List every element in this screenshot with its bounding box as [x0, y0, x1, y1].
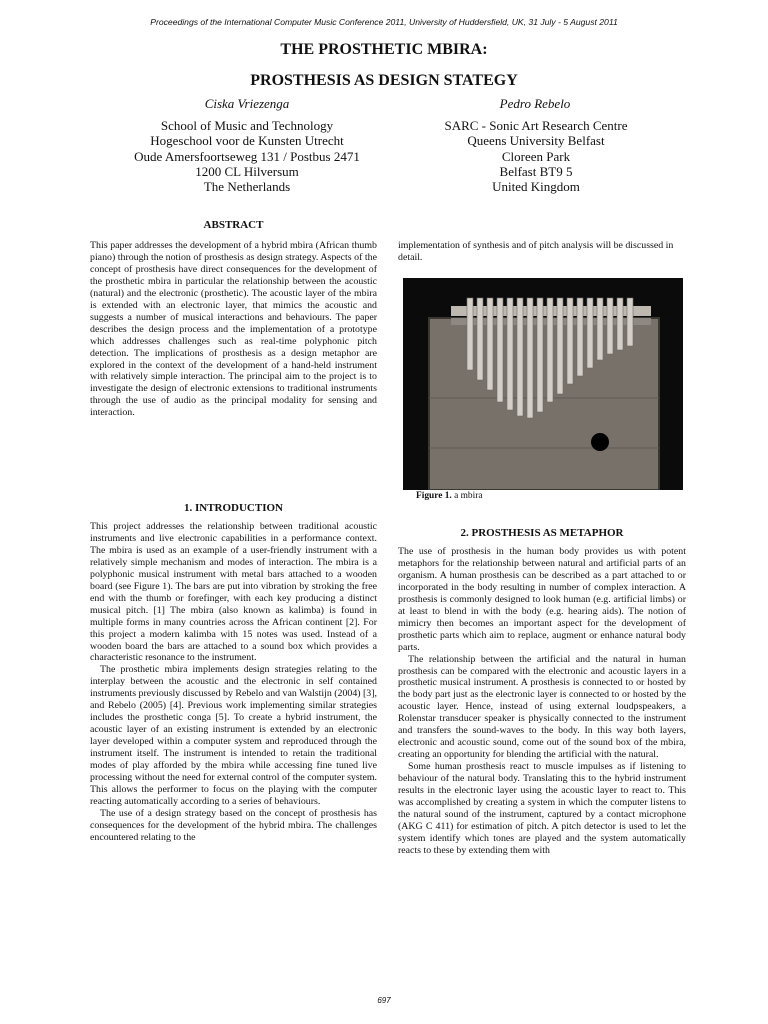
affiliation-line: 1200 CL Hilversum: [195, 163, 299, 179]
page-number: 697: [377, 996, 391, 1005]
mbira-illustration: [403, 278, 683, 490]
affiliation-line: Hogeschool voor de Kunsten Utrecht: [150, 133, 344, 149]
abstract-text: This paper addresses the development of a hybrid mbira (African thumb piano) through the notion of prosthesis as design strategy. Aspects of the concept of prosthesis have direct consequences for the development of the prosthetic mbira in particular the relationship between the acoustic (natural) and the electronic (prosthetic). The acoustic layer of the mbira is extended with an electronic layer, that mimics the acoustic and suggests a number of musical interactions and behaviours. The paper describes the design process and the implementation of a prototype which addresses challenges such as real-time polyphonic pitch detection. The implications of prosthesis as a design metaphor are explored in the context of the development of a hand-held instrument with relatively simple interaction. The principal aim to the project is to investigate the design of electronic extensions to traditional instruments through the use of audio as the principal modality for sensing and interaction.: [90, 240, 377, 419]
mbira-photo: [403, 278, 683, 490]
paragraph: Some human prosthesis react to muscle impulses as if listening to behaviour of the natural body. Translating this to the hybrid instrument results in the electronic layer using the acoustic layer to react to. This was accomplished by creating a system in which the computer listens to the natural sound of the instrument, captured by a contact microphone (AKG C 411) for estimation of pitch. A pitch detector is used to let the system identify which tones are played and the system automatically reacts to these by extending them with: [398, 761, 686, 856]
section-2-body: [398, 546, 686, 857]
figure-caption-text: a mbira: [451, 491, 483, 501]
section-2-heading: 2. PROSTHESIS AS METAPHOR: [460, 527, 624, 539]
proceedings-header: Proceedings of the International Computer Music Conference 2011, University of Huddersfield, UK, 31 July - 5 August 2011: [150, 17, 618, 27]
author-affiliation-2: [396, 118, 676, 194]
paragraph: The relationship between the artificial and the natural in human prosthesis can be compared with the electronic and acoustic layers in a prosthetic musical instrument. A prosthesis is connected to or hosted by the body part just as the electronic layer is connected to or hosted by the acoustic layer. Hence, instead of using external loudpspeakers, a Rolenstar transducer speaker is physically connected to the instrument and transfers the sound-waves to the body. In this way both layers, electronic and acoustic sound, come out of the sound box of the mbira, creating an opportunity for blending the artificial with the natural.: [398, 653, 686, 761]
figure-caption: [416, 491, 482, 501]
affiliation-line: Oude Amersfoortseweg 131 / Postbus 2471: [134, 148, 360, 164]
section-1-body: [90, 521, 377, 844]
affiliation-line: Cloreen Park: [501, 148, 571, 164]
affiliation-line: SARC - Sonic Art Research Centre: [444, 118, 628, 133]
right-column-continuation: [398, 240, 686, 264]
paper-title-line-1: THE PROSTHETIC MBIRA:: [280, 41, 488, 58]
affiliation-line: United Kingdom: [492, 179, 580, 195]
paragraph: The use of a design strategy based on the concept of prosthesis has consequences for the development of the hybrid mbira. The challenges encountered relating to the: [90, 807, 377, 843]
continuation-text: implementation of synthesis and of pitch analysis will be discussed in detail.: [398, 240, 674, 263]
author-affiliation-1: [87, 118, 407, 194]
paragraph: The prosthetic mbira implements design strategies relating to the interplay between the acoustic and the electronic in self contained instruments previously discussed by Rebelo and van Walstijn (2004) [3], and Rebelo (2005) [4]. Previous work implementing similar strategies includes the prosthetic conga [5]. To create a hybrid instrument, the acoustic layer of an existing instrument is extended by an electronic layer developed within a computer system and reproduced through the instrument itself. The instrument is intended to retain the traditional modes of play afforded by the mbira while accessing fine tuned live processing without the need for external control of the computer system. This allows the performer to focus on the playing with the computer reacting automatically according to a series of behaviours.: [90, 664, 378, 807]
affiliation-line: School of Music and Technology: [160, 118, 334, 133]
paragraph: The use of prosthesis in the human body provides us with potent metaphors for the relationship between natural and artificial parts of an organism. A human prosthesis can be described as a part attached to or incorporated in the body resulting in number of complex interaction. A prosthesis is commonly designed to look human (e.g. artificial limbs) or at least to blend in with the body (e.g. hearing aids). The notion of mimicry then becomes an important aspect for the development of prosthetic parts which aim to replace, augment or enhance natural body parts.: [398, 546, 686, 653]
abstract-heading: ABSTRACT: [203, 219, 264, 231]
paragraph: This project addresses the relationship between traditional acoustic instruments and live electronic capabilities in a performance context. The mbira is used as an example of a user-friendly instrument with a relatively simple mechanism and modes of interaction. The mbira is a polyphonic musical instrument with metal bars attached to a wooden board (see Figure 1). The bars are put into vibration by stroking the free end with the thumb or forefinger, with each key producing a distinct musical pitch. [1] The mbira (also known as kalimba) is found in multiple forms in many countries across the African continent [2]. For this project a modern kalimba with 15 notes was used. Instead of a wooden board the bars are attached to a sound box which provides a characteristic resonance to the instrument.: [90, 521, 377, 664]
affiliation-line: Queens University Belfast: [467, 133, 605, 149]
author-name-1: Ciska Vriezenga: [204, 96, 290, 111]
section-1-heading: 1. INTRODUCTION: [183, 502, 283, 514]
abstract-body: [90, 240, 377, 419]
figure-label: Figure 1.: [416, 491, 452, 501]
paper-title-line-2: PROSTHESIS AS DESIGN STATEGY: [250, 72, 518, 89]
author-name-2: Pedro Rebelo: [499, 96, 571, 111]
affiliation-line: Belfast BT9 5: [499, 163, 573, 179]
affiliation-line: The Netherlands: [203, 179, 291, 195]
